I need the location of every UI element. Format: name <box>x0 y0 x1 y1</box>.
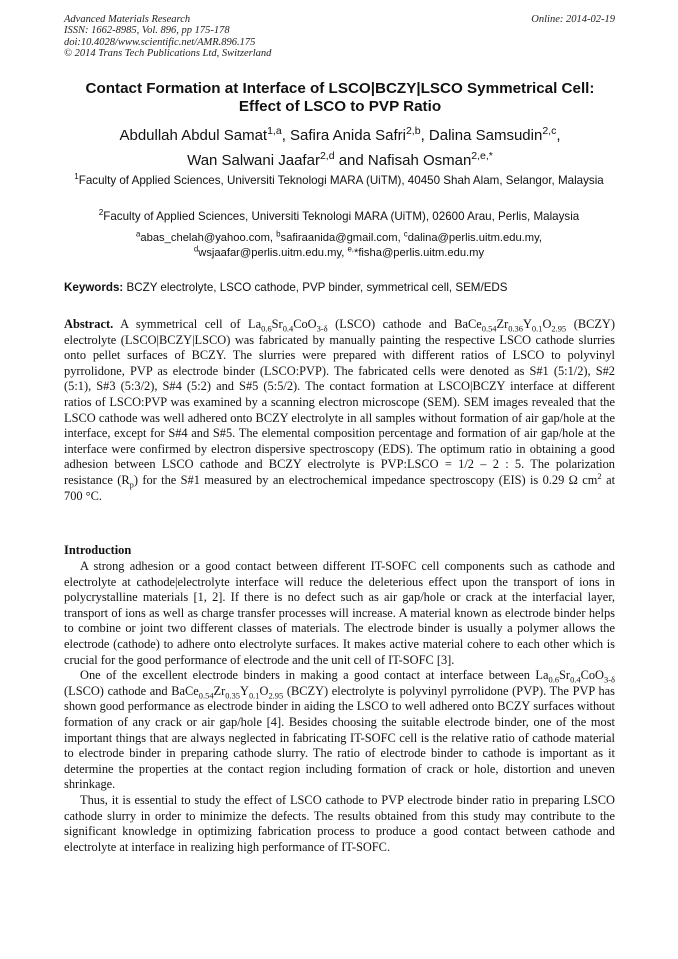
author-line-2 <box>40 148 640 173</box>
formula-subscript: 0.4 <box>282 323 294 334</box>
introduction-body <box>64 559 615 855</box>
paragraph-text: (BCZY) electrolyte is polyvinyl pyrrolidone (PVP). The PVP has shown good performance as electrode binder in aiding the LSCO to well adhered onto BCZY surfaces without formation of any crack or air gap/hole [4]. Besides choosing the suitable electrode binder, one of the most important things that are always neglected in fabricating IT-SOFC cell is the relative ratio of cathode material to electrode binder in preparing cathode slurry. The ratio of electrode binder to cathode is important as it determine the properties at the contact region including formation of crack or hole, distortion and uneven shrinkage. <box>64 683 615 792</box>
author-affil-mark: 2,c <box>542 125 557 137</box>
email-mark: c <box>403 229 408 239</box>
paragraph: Thus, it is essential to study the effect of LSCO cathode to PVP electrode binder ratio in preparing LSCO cathode slurry in order to minimize the defects. The results obtained from this study may contribute to the significant knowledge in optimizing fabrication process to produce a good contact between cathode and electrolyte at interface in realizing high performance of IT-SOFC. <box>64 792 615 854</box>
formula-subscript: 2.95 <box>551 323 567 334</box>
abstract-text: A symmetrical cell of La <box>113 317 262 331</box>
abstract-text: (LSCO) cathode and BaCe <box>327 317 482 331</box>
author-name: Safira Anida Safri <box>290 127 406 144</box>
email-link[interactable]: *fisha@perlis.uitm.edu.my <box>353 247 485 259</box>
formula-subscript: 0.1 <box>531 323 543 334</box>
author-separator: , <box>281 127 291 144</box>
abstract-text: ) for the S#1 measured by an electrochemical impedance spectroscopy (EIS) is 0.29 Ω cm <box>133 472 598 487</box>
formula-subscript: 0.54 <box>198 690 214 701</box>
formula-subscript: 0.4 <box>570 674 581 685</box>
online-date: Online: 2014-02-19 <box>531 14 615 25</box>
author-affil-mark: 2,d <box>319 150 335 162</box>
formula-subscript: 0.6 <box>548 674 560 685</box>
abstract-text: Sr <box>271 317 283 331</box>
affiliation-text: Faculty of Applied Sciences, Universiti Teknologi MARA (UiTM), 02600 Arau, Perlis, Malaysia <box>103 210 580 223</box>
author-emails <box>64 231 614 261</box>
author-affil-mark: 2,e,* <box>471 150 493 162</box>
author-name: Nafisah Osman <box>367 152 472 169</box>
email-mark: a <box>136 229 141 239</box>
journal-header <box>64 14 615 60</box>
formula-subscript: 2.95 <box>268 690 284 701</box>
formula-subscript: p <box>129 479 134 490</box>
paragraph-text: O <box>259 683 269 698</box>
journal-doi: doi:10.4028/www.scientific.net/AMR.896.175 <box>64 36 256 48</box>
abstract-text: Y <box>522 317 532 331</box>
formula-subscript: 0.6 <box>261 323 272 334</box>
email-line-1 <box>64 231 614 246</box>
paragraph <box>64 668 615 793</box>
keywords <box>64 281 615 295</box>
abstract-text: O <box>542 317 552 331</box>
affiliation-1 <box>64 173 614 189</box>
email-line-2 <box>64 246 614 261</box>
title-line-1: Contact Formation at Interface of LSCO|BCZY|LSCO Symmetrical Cell: <box>85 80 595 97</box>
paper-title <box>40 80 640 116</box>
author-line-1 <box>40 123 640 148</box>
formula-subscript: 0.1 <box>248 690 260 701</box>
email-link[interactable]: safiraanida@gmail.com, <box>280 232 404 244</box>
formula-subscript: 3-δ <box>604 674 615 685</box>
author-separator: , <box>556 127 561 144</box>
formula-subscript: 0.35 <box>225 690 240 701</box>
email-link[interactable]: wsjaafar@perlis.uitm.edu.my, <box>198 247 348 259</box>
author-name: Wan Salwani Jaafar <box>187 152 320 169</box>
journal-issn: ISSN: 1662-8985, Vol. 896, pp 175-178 <box>64 25 230 37</box>
unit-superscript: 2 <box>597 470 602 481</box>
paragraph: A strong adhesion or a good contact between different IT-SOFC cell components such as cathode and electrolyte at cathode|electrolyte interface will reduce the deleterious effect upon the transport of ions in polycrystalline materials [1, 2]. If there is no defect such as air gap/hole or crack at the interfacial layer, transport of ions as well as charge transfer processes will increase. A material known as electrode binder helps to combine or joint two different classes of materials. The electrode binder is usually a polymer allows the electrode (cathode) to adhere onto electrolyte surfaces. It makes active material cohere to each other which is crucial for the good performance of electrode and the unit cell of IT-SOFC [3]. <box>64 559 615 667</box>
author-list <box>40 123 640 173</box>
affiliation-text: Faculty of Applied Sciences, Universiti Teknologi MARA (UiTM), 40450 Shah Alam, Selangor, Malaysia <box>78 174 604 187</box>
abstract-text: Zr <box>496 317 509 331</box>
abstract-text: CoO <box>293 317 317 331</box>
email-mark: d <box>193 244 199 254</box>
email-link[interactable]: abas_chelah@yahoo.com, <box>140 232 277 244</box>
email-mark: e, <box>347 244 354 254</box>
affiliation-number: 2 <box>98 208 104 218</box>
paragraph-text: CoO <box>580 668 605 683</box>
abstract-label: Abstract. <box>64 317 114 331</box>
author-separator: , <box>420 127 429 144</box>
author-name: Abdullah Abdul Samat <box>119 127 268 144</box>
title-line-2: Effect of LSCO to PVP Ratio <box>238 98 442 115</box>
formula-subscript: 3-δ <box>316 323 328 334</box>
abstract-text: (BCZY) electrolyte (LSCO|BCZY|LSCO) was fabricated by manually painting the respective LSCO cathode slurries onto pellet surfaces of BCZY. The slurries were prepared with different ratios of LSCO to polyvinyl pyrrolidone, PVP as electrode binder (LSCO:PVP). The fabricated cells were denoted as S#1 (5:1/2), S#2 (5:1), S#3 (5:3/2), S#4 (5:2) and S#5 (5:5/2). The contact formation at LSCO|BCZY interface at different ratios of LSCO:PVP was examined by a scanning electron microscope (SEM). SEM images revealed that the LSCO cathode was well adhered onto BCZY electrolyte in all samples without formation of air gap/hole at the interface, except for S#4 and S#5. The elemental composition percentage and formation of air gap/hole at the interface were confirmed by electron dispersive spectroscopy (EDS). The optimum ratio in obtaining a good adhesion between LSCO cathode and BCZY electrolyte is PVP:LSCO = 1/2 – 2 : 5. The polarization resistance (R <box>64 317 615 487</box>
author-affil-mark: 2,b <box>405 125 421 137</box>
affiliation-2 <box>64 209 614 225</box>
section-heading-introduction: Introduction <box>64 543 132 557</box>
paragraph-text: Y <box>240 683 249 698</box>
formula-subscript: 0.36 <box>508 323 523 334</box>
keywords-text: BCZY electrolyte, LSCO cathode, PVP binder, symmetrical cell, SEM/EDS <box>123 281 508 294</box>
paragraph-text: Zr <box>213 683 226 698</box>
keywords-label: Keywords: <box>64 281 124 294</box>
formula-subscript: 0.54 <box>481 323 497 334</box>
author-name: Dalina Samsudin <box>428 127 543 144</box>
journal-name: Advanced Materials Research <box>64 14 191 25</box>
author-conjunction: and <box>334 152 368 169</box>
author-affil-mark: 1,a <box>267 125 282 137</box>
paragraph-text: Sr <box>559 668 571 683</box>
journal-copyright: © 2014 Trans Tech Publications Ltd, Switzerland <box>64 48 272 60</box>
abstract-text: at 700 °C. <box>64 472 616 503</box>
affiliation-number: 1 <box>74 172 79 182</box>
email-mark: b <box>276 229 281 239</box>
paragraph-text: (LSCO) cathode and BaCe <box>64 683 199 698</box>
paragraph-text: One of the excellent electrode binders in making a good contact at interface between La <box>80 668 549 683</box>
email-link[interactable]: dalina@perlis.uitm.edu.my, <box>407 232 542 244</box>
abstract <box>64 317 615 504</box>
